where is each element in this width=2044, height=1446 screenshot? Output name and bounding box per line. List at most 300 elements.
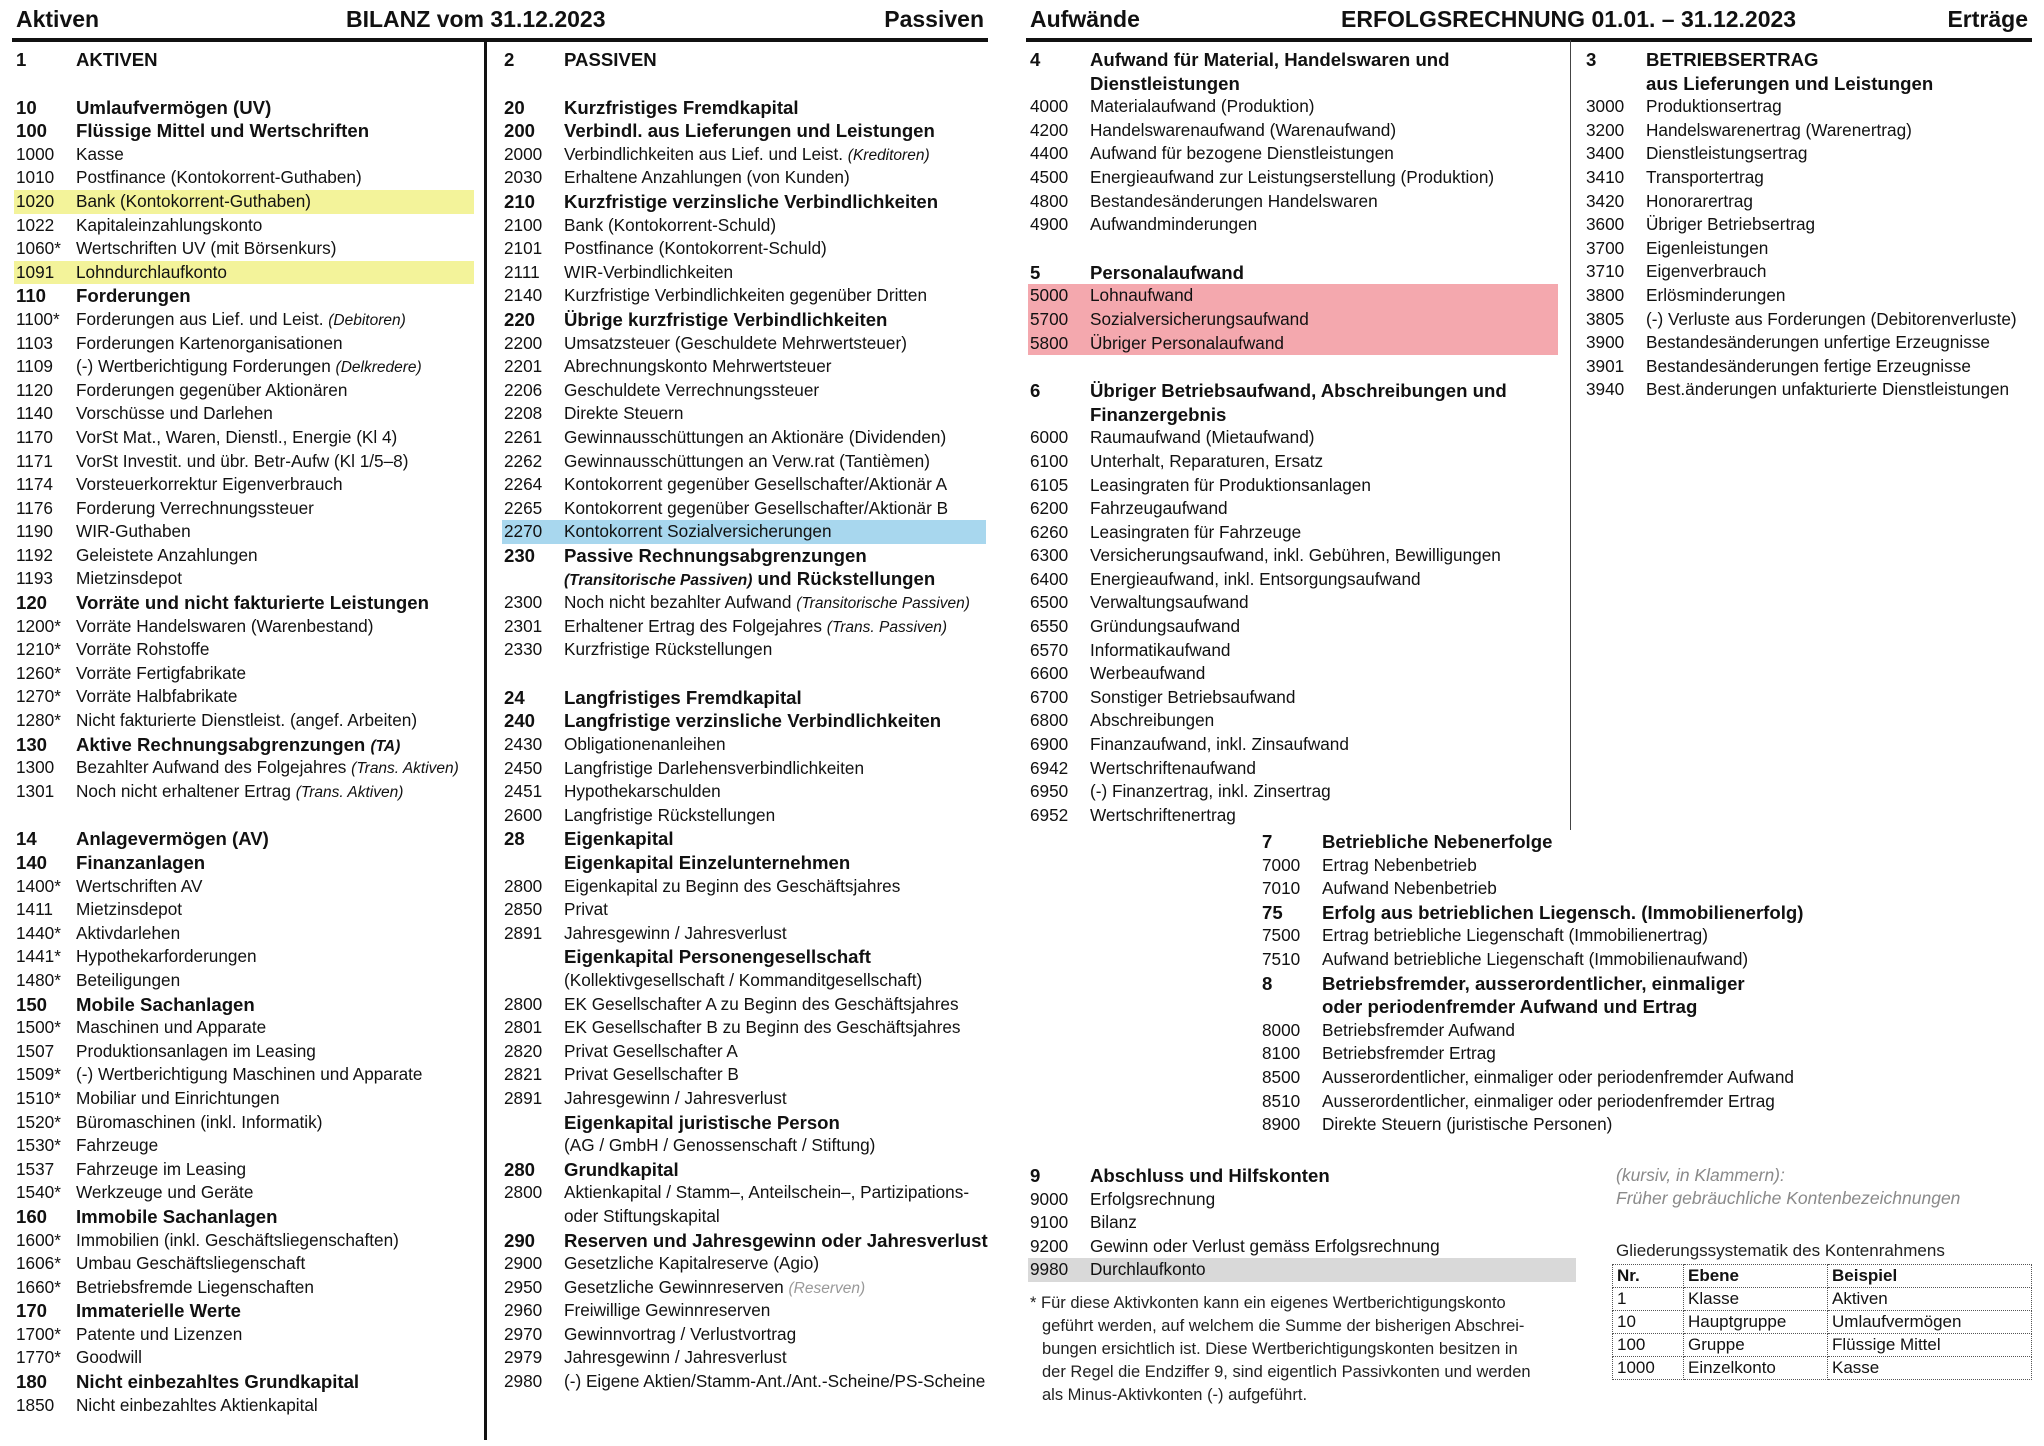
table-header-row <box>1613 1265 2032 1288</box>
account-group-row <box>502 686 988 710</box>
account-name: Patente und Lizenzen <box>76 1323 243 1344</box>
account-name: Büromaschinen (inkl. Informatik) <box>76 1111 323 1132</box>
account-name: Freiwillige Gewinnreserven <box>564 1300 771 1321</box>
account-number: 3901 <box>1586 355 1625 376</box>
account-row <box>14 308 480 332</box>
account-row <box>14 426 480 450</box>
account-name: Immobilien (inkl. Geschäftsliegenschaften) <box>76 1229 399 1250</box>
account-number: 6200 <box>1030 498 1069 519</box>
header-ertraege: Erträge <box>1947 6 2028 32</box>
account-row <box>14 1016 480 1040</box>
account-row <box>14 450 480 474</box>
account-number: 4 <box>1030 49 1041 70</box>
account-group-row <box>502 119 988 143</box>
account-row <box>1260 1019 1960 1043</box>
footnote-line: als Minus-Aktivkonten (-) aufgeführt. <box>1042 1386 1308 1404</box>
account-number: 6000 <box>1030 427 1069 448</box>
table-cell: 1000 <box>1613 1357 1684 1380</box>
account-number: 2101 <box>504 238 543 259</box>
account-row <box>1028 757 1558 781</box>
account-number: 2891 <box>504 922 543 943</box>
account-number: 2980 <box>504 1371 543 1392</box>
table-cell: Flüssige Mittel <box>1828 1334 2032 1357</box>
account-number: 2970 <box>504 1323 543 1344</box>
footnote-line: der Regel die Endziffer 9, sind eigentlich Passivkonten und werden <box>1042 1363 1531 1381</box>
account-number: 7010 <box>1262 878 1301 899</box>
account-name: Umsatzsteuer (Geschuldete Mehrwertsteuer) <box>564 332 907 353</box>
account-row <box>14 1276 480 1300</box>
account-number: 2451 <box>504 781 543 802</box>
account-name: Bilanz <box>1090 1212 1137 1233</box>
account-row <box>14 261 474 285</box>
account-row <box>1584 142 2040 166</box>
account-number: 2330 <box>504 639 543 660</box>
account-number: 2850 <box>504 899 543 920</box>
account-name: (Transitorische Passiven) und Rückstellungen <box>564 568 936 590</box>
account-row <box>502 875 988 899</box>
account-number: 2450 <box>504 757 543 778</box>
account-name: Werbeaufwand <box>1090 663 1206 684</box>
account-name: VorSt Investit. und übr. Betr-Aufw (Kl 1/5–8) <box>76 450 409 471</box>
account-row <box>1028 733 1558 757</box>
account-group-row <box>1260 830 1960 854</box>
account-number: 1120 <box>16 379 53 400</box>
account-name: Mobile Sachanlagen <box>76 993 255 1015</box>
account-row <box>1260 854 1960 878</box>
account-number: 1190 <box>16 521 53 542</box>
account-name: Übriger Personalaufwand <box>1090 332 1284 353</box>
account-row <box>14 662 480 686</box>
account-number: 6300 <box>1030 545 1069 566</box>
account-number: 230 <box>504 544 536 566</box>
account-name: Kurzfristige verzinsliche Verbindlichkeiten <box>564 190 939 212</box>
account-row <box>14 1158 480 1182</box>
account-row <box>14 190 474 214</box>
account-name: (-) Finanzertrag, inkl. Zinsertrag <box>1090 781 1331 802</box>
account-name: Betriebsfremder Aufwand <box>1322 1019 1515 1040</box>
account-number: 2821 <box>504 1064 543 1085</box>
account-group-row <box>1260 901 1960 925</box>
account-row <box>1260 1090 1960 1114</box>
account-name: AKTIVEN <box>76 49 158 70</box>
account-row <box>502 1299 988 1323</box>
account-row <box>502 757 988 781</box>
account-row <box>502 261 988 285</box>
account-number: 2300 <box>504 592 543 613</box>
account-name: Eigenverbrauch <box>1646 261 1767 282</box>
account-row <box>14 1087 480 1111</box>
account-group-row <box>14 1370 480 1394</box>
account-name: (-) Verluste aus Forderungen (Debitorenverluste) <box>1646 308 2017 329</box>
account-name: Fahrzeuge im Leasing <box>76 1158 247 1179</box>
table-row <box>1613 1357 2032 1380</box>
account-name: Umbau Geschäftsliegenschaft <box>76 1253 306 1274</box>
account-name: Aktive Rechnungsabgrenzungen (TA) <box>76 733 401 755</box>
account-row <box>1028 95 1558 119</box>
account-number: 10 <box>16 96 37 118</box>
account-group-row <box>502 190 988 214</box>
account-row <box>14 922 480 946</box>
account-row <box>1028 1258 1576 1282</box>
account-row <box>1028 1235 1576 1259</box>
account-number: 210 <box>504 190 536 212</box>
account-number: 1109 <box>16 356 53 377</box>
account-row <box>14 237 480 261</box>
account-number: 170 <box>16 1300 48 1322</box>
account-name: Gewinnvortrag / Verlustvortrag <box>564 1323 797 1344</box>
account-row <box>14 685 480 709</box>
account-name: Betriebliche Nebenerfolge <box>1322 831 1553 852</box>
header-bilanz-title: BILANZ vom 31.12.2023 <box>346 6 606 32</box>
account-name: Ausserordentlicher, einmaliger oder periodenfremder Ertrag <box>1322 1090 1775 1111</box>
account-group-row <box>502 96 988 120</box>
account-row <box>14 1063 480 1087</box>
account-row <box>14 1181 480 1205</box>
account-name: Abrechnungskonto Mehrwertsteuer <box>564 356 832 377</box>
spacer <box>14 803 480 827</box>
account-name: Kurzfristige Verbindlichkeiten gegenüber Dritten <box>564 285 928 306</box>
account-number: 2111 <box>504 261 540 282</box>
account-group-row <box>14 1205 480 1229</box>
account-group-row <box>1028 261 1558 285</box>
account-name: Kurzfristiges Fremdkapital <box>564 96 799 118</box>
account-group-row <box>14 851 480 875</box>
passiven-column <box>502 48 988 1394</box>
account-number: 1510* <box>16 1087 61 1108</box>
account-name: Sonstiger Betriebsaufwand <box>1090 686 1296 707</box>
footnote-line: geführt werden, auf welchem die Summe der bisherigen Abschrei- <box>1042 1317 1525 1335</box>
account-group-row <box>14 48 480 72</box>
spacer <box>14 72 480 96</box>
account-group-row <box>1028 48 1558 72</box>
account-row <box>502 1040 988 1064</box>
account-number: 1411 <box>16 899 53 920</box>
table-header-cell: Nr. <box>1613 1265 1684 1288</box>
account-row <box>14 355 480 379</box>
account-name: Honorarertrag <box>1646 190 1753 211</box>
account-name: Finanzanlagen <box>76 852 206 873</box>
account-number: 9 <box>1030 1165 1041 1186</box>
account-number: 5800 <box>1030 332 1069 353</box>
account-number: 2800 <box>504 993 543 1014</box>
account-number: 28 <box>504 828 525 850</box>
account-row <box>1028 780 1558 804</box>
account-name: VorSt Mat., Waren, Dienstl., Energie (Kl 4) <box>76 426 398 447</box>
header-passiven: Passiven <box>884 6 984 32</box>
account-row <box>1028 284 1558 308</box>
account-number: 1171 <box>16 450 53 471</box>
account-row <box>502 237 988 261</box>
account-number: 3200 <box>1586 119 1625 140</box>
account-name: Anlagevermögen (AV) <box>76 828 269 850</box>
account-number: 6600 <box>1030 663 1069 684</box>
account-name: Hypothekarschulden <box>564 781 721 802</box>
account-name: Aktivdarlehen <box>76 922 181 943</box>
account-row <box>1028 1188 1576 1212</box>
account-number: 1537 <box>16 1158 55 1179</box>
account-number: 1193 <box>16 568 53 589</box>
account-row <box>14 1252 480 1276</box>
account-row <box>14 1111 480 1135</box>
account-name: Aufwand für bezogene Dienstleistungen <box>1090 143 1394 164</box>
account-row <box>14 379 480 403</box>
account-name: Erfolgsrechnung <box>1090 1188 1216 1209</box>
account-number: 3900 <box>1586 332 1625 353</box>
account-name: (AG / GmbH / Genossenschaft / Stiftung) <box>564 1135 876 1156</box>
account-group-row <box>502 1158 988 1182</box>
account-row <box>502 402 988 426</box>
account-row <box>502 473 988 497</box>
account-number: 6500 <box>1030 592 1069 613</box>
account-name: Eigenleistungen <box>1646 237 1769 258</box>
account-name: Wertschriften UV (mit Börsenkurs) <box>76 238 337 259</box>
account-name: Langfristige Rückstellungen <box>564 804 776 825</box>
account-name: Raumaufwand (Mietaufwand) <box>1090 427 1315 448</box>
account-number: 4900 <box>1030 214 1069 235</box>
account-name: Reserven und Jahresgewinn oder Jahresverlust <box>564 1229 988 1251</box>
account-name: Forderungen <box>76 285 191 307</box>
account-number: 7 <box>1262 831 1273 852</box>
table-row <box>1613 1311 2032 1334</box>
account-name: Bank (Kontokorrent-Guthaben) <box>76 190 312 211</box>
account-number: 220 <box>504 308 536 330</box>
bilanz-header <box>12 0 988 42</box>
account-row <box>502 1346 988 1370</box>
account-row <box>502 214 988 238</box>
account-number: 1270* <box>16 686 61 707</box>
account-row <box>502 166 988 190</box>
account-name: Maschinen und Apparate <box>76 1017 267 1038</box>
account-name: Aufwand Nebenbetrieb <box>1322 878 1497 899</box>
account-name: Vorsteuerkorrektur Eigenverbrauch <box>76 474 343 495</box>
account-number: 1091 <box>16 261 55 282</box>
account-name: Ausserordentlicher, einmaliger oder periodenfremder Aufwand <box>1322 1066 1794 1087</box>
account-group-row <box>502 1111 988 1135</box>
account-number: 2979 <box>504 1347 543 1368</box>
account-number: 3700 <box>1586 237 1625 258</box>
account-number: 100 <box>16 120 48 142</box>
account-number: 3 <box>1586 49 1597 70</box>
account-name: Informatikaufwand <box>1090 639 1231 660</box>
account-group-row <box>1028 403 1558 427</box>
spacer <box>502 662 988 686</box>
account-number: 3710 <box>1586 261 1625 282</box>
account-name: Postfinance (Kontokorrent-Schuld) <box>564 238 827 259</box>
account-number: 6700 <box>1030 686 1069 707</box>
account-number: 2201 <box>504 356 543 377</box>
account-name: Kontokorrent gegenüber Gesellschafter/Aktionär B <box>564 497 949 518</box>
account-number: 8900 <box>1262 1114 1301 1135</box>
account-row <box>1028 119 1558 143</box>
account-name: WIR-Guthaben <box>76 521 191 542</box>
header-erfolgsrechnung-title: ERFOLGSRECHNUNG 01.01. – 31.12.2023 <box>1341 6 1797 32</box>
account-group-row <box>14 96 480 120</box>
account-group-row <box>14 993 480 1017</box>
italic-legend <box>1616 1164 1960 1210</box>
account-name: Eigenkapital juristische Person <box>564 1111 840 1133</box>
erfolgsrechnung-header <box>1026 0 2032 42</box>
account-row <box>502 1276 988 1300</box>
account-row <box>1584 213 2040 237</box>
account-row <box>502 1181 988 1205</box>
account-number: 1280* <box>16 710 61 731</box>
table-row <box>1613 1334 2032 1357</box>
table-header-cell: Beispiel <box>1828 1265 2032 1288</box>
account-number: 6 <box>1030 380 1041 402</box>
account-row <box>502 355 988 379</box>
account-group-row <box>502 1229 988 1253</box>
account-name: Beteiligungen <box>76 969 181 990</box>
account-number: 2208 <box>504 403 543 424</box>
account-number: 4000 <box>1030 96 1069 117</box>
table-cell: Hauptgruppe <box>1684 1311 1828 1334</box>
account-number: 140 <box>16 852 48 873</box>
account-number: 1022 <box>16 214 55 235</box>
account-row <box>502 591 988 615</box>
account-number: 7000 <box>1262 854 1301 875</box>
aufwand-column <box>1028 48 1558 827</box>
account-name: Betriebsfremder, ausserordentlicher, einmaliger <box>1322 972 1745 994</box>
account-name: (-) Wertberichtigung Forderungen (Delkredere) <box>76 356 422 377</box>
account-row <box>1584 95 2040 119</box>
account-number: 2301 <box>504 615 543 636</box>
account-row <box>14 1134 480 1158</box>
account-group-row <box>502 709 988 733</box>
account-group-row <box>502 308 988 332</box>
account-row <box>1028 166 1558 190</box>
account-number: 2140 <box>504 285 543 306</box>
account-name: Verwaltungsaufwand <box>1090 592 1249 613</box>
account-row <box>14 638 480 662</box>
account-number: 14 <box>16 828 37 850</box>
account-number: 280 <box>504 1158 536 1180</box>
account-number: 6942 <box>1030 757 1069 778</box>
account-name: Werkzeuge und Geräte <box>76 1182 254 1203</box>
account-number: 3410 <box>1586 166 1625 187</box>
account-number: 8100 <box>1262 1043 1301 1064</box>
account-name: Wertschriftenaufwand <box>1090 757 1256 778</box>
account-number: 1060* <box>16 238 61 259</box>
account-name: Langfristiges Fremdkapital <box>564 686 802 708</box>
account-row <box>1028 709 1558 733</box>
account-name: Jahresgewinn / Jahresverlust <box>564 922 787 943</box>
account-row <box>14 497 480 521</box>
italic-legend-line2: Früher gebräuchliche Kontenbezeichnungen <box>1616 1188 1961 1208</box>
account-number: 6800 <box>1030 710 1069 731</box>
account-row <box>502 284 988 308</box>
table-cell: Umlaufvermögen <box>1828 1311 2032 1334</box>
account-number: 1600* <box>16 1229 61 1250</box>
account-name: Produktionsanlagen im Leasing <box>76 1040 316 1061</box>
account-name: Eigenkapital Einzelunternehmen <box>564 852 851 873</box>
account-number: 7500 <box>1262 925 1301 946</box>
account-row <box>1028 544 1558 568</box>
account-number: 1700* <box>16 1323 61 1344</box>
account-number: 6550 <box>1030 616 1069 637</box>
account-name: Nicht einbezahltes Aktienkapital <box>76 1394 318 1415</box>
account-name: Energieaufwand zur Leistungserstellung (Produktion) <box>1090 166 1495 187</box>
account-name: Vorschüsse und Darlehen <box>76 403 273 424</box>
account-name: Unterhalt, Reparaturen, Ersatz <box>1090 450 1324 471</box>
account-row <box>14 1323 480 1347</box>
account-name: Nicht fakturierte Dienstleist. (angef. Arbeiten) <box>76 710 418 731</box>
account-name: Passive Rechnungsabgrenzungen <box>564 544 867 566</box>
account-row <box>14 875 480 899</box>
account-row <box>502 379 988 403</box>
account-number: 1260* <box>16 662 61 683</box>
account-name: Betriebsfremde Liegenschaften <box>76 1276 314 1297</box>
account-number: 1770* <box>16 1347 61 1368</box>
account-number: 8 <box>1262 972 1273 994</box>
account-number: 6100 <box>1030 450 1069 471</box>
account-number: 1100* <box>16 308 60 329</box>
account-number: 1020 <box>16 190 55 211</box>
account-name: Immobile Sachanlagen <box>76 1205 278 1227</box>
account-row <box>1028 804 1558 828</box>
account-number: 1301 <box>16 780 55 801</box>
account-number: 3600 <box>1586 214 1625 235</box>
account-name: Materialaufwand (Produktion) <box>1090 96 1315 117</box>
account-row <box>1028 450 1558 474</box>
account-name: Jahresgewinn / Jahresverlust <box>564 1347 787 1368</box>
account-name: Obligationenanleihen <box>564 734 726 755</box>
account-group-row <box>502 544 988 568</box>
header-aktiven: Aktiven <box>16 6 100 32</box>
account-name: Kontokorrent gegenüber Gesellschafter/Aktionär A <box>564 474 948 495</box>
account-row <box>14 615 480 639</box>
account-row <box>14 473 480 497</box>
account-number: 3805 <box>1586 308 1625 329</box>
account-number: 6950 <box>1030 781 1069 802</box>
account-number: 2206 <box>504 379 543 400</box>
account-name: Langfristige Darlehensverbindlichkeiten <box>564 757 865 778</box>
account-number: 4200 <box>1030 119 1069 140</box>
account-name: (Kollektivgesellschaft / Kommanditgesellschaft) <box>564 969 923 990</box>
account-row <box>1260 924 1960 948</box>
account-number: 8510 <box>1262 1090 1301 1111</box>
divider-aktiven-passiven <box>484 40 487 1440</box>
account-number: 6900 <box>1030 734 1069 755</box>
account-number: 6105 <box>1030 474 1069 495</box>
account-name: aus Lieferungen und Leistungen <box>1646 72 1934 94</box>
account-row <box>14 166 480 190</box>
account-name: Übriger Betriebsertrag <box>1646 214 1816 235</box>
account-group-row <box>1028 72 1558 96</box>
account-row <box>502 922 988 946</box>
account-name: Transportertrag <box>1646 166 1764 187</box>
account-name: Personalaufwand <box>1090 261 1244 283</box>
account-name: Wertschriften AV <box>76 875 203 896</box>
account-row <box>1028 615 1558 639</box>
account-group-row <box>14 284 480 308</box>
account-name: Noch nicht bezahlter Aufwand (Transitorische Passiven) <box>564 592 970 613</box>
account-name: Kurzfristige Rückstellungen <box>564 639 773 660</box>
account-name: Fahrzeuge <box>76 1135 159 1156</box>
account-number: 8000 <box>1262 1019 1301 1040</box>
spacer <box>1028 355 1558 379</box>
account-group-row <box>502 567 988 591</box>
account-row <box>1028 1211 1576 1235</box>
account-name: Durchlaufkonto <box>1090 1259 1206 1280</box>
account-number: 1850 <box>16 1394 55 1415</box>
account-group-row <box>502 48 988 72</box>
account-name: Aufwandminderungen <box>1090 214 1258 235</box>
account-number: 1480* <box>16 969 61 990</box>
account-number: 160 <box>16 1205 48 1227</box>
account-name: Gewinnausschüttungen an Verw.rat (Tantièmen) <box>564 450 930 471</box>
account-number: 3000 <box>1586 96 1625 117</box>
account-number: 5700 <box>1030 308 1069 329</box>
